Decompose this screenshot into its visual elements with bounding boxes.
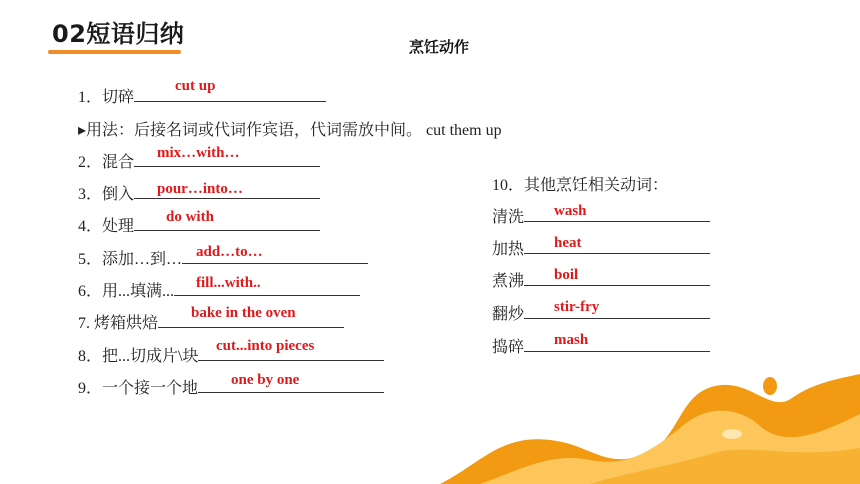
answer-text: do with bbox=[166, 209, 214, 225]
orange-splash-icon bbox=[440, 374, 860, 484]
answer-text: cut...into pieces bbox=[216, 338, 315, 354]
usage-note: ▸用法：后接名词或代词作宾语，代词需放中间。 cut them up bbox=[78, 122, 502, 139]
right-item-wash bbox=[492, 204, 710, 227]
right-item-stir-fry bbox=[492, 301, 710, 324]
item-prefix: 7. 烤箱烘焙 bbox=[78, 315, 159, 332]
item-prefix: 3．倒入 bbox=[78, 186, 135, 203]
right-item-mash bbox=[492, 334, 710, 357]
right-item-heat bbox=[492, 236, 710, 259]
answer-blank bbox=[134, 85, 326, 102]
right-header: 10．其他烹饪相关动词： bbox=[492, 177, 669, 194]
answer-text: boil bbox=[554, 267, 579, 283]
item-prefix: 捣碎 bbox=[492, 339, 525, 356]
answer-text: add…to… bbox=[196, 244, 263, 260]
item-prefix: 9．一个接一个地 bbox=[78, 380, 199, 397]
answer-text: cut up bbox=[175, 78, 216, 94]
page-title: 烹饪动作 bbox=[409, 38, 470, 56]
answer-text: mash bbox=[554, 332, 589, 348]
answer-blank bbox=[524, 237, 710, 254]
answer-text: stir-fry bbox=[554, 299, 600, 315]
item-prefix: 4．处理 bbox=[78, 218, 135, 235]
item-prefix: 清洗 bbox=[492, 209, 525, 226]
item-prefix: 2．混合 bbox=[78, 154, 135, 171]
answer-text: bake in the oven bbox=[191, 305, 296, 321]
title-underline bbox=[48, 50, 181, 54]
item-prefix: 翻炒 bbox=[492, 306, 525, 323]
answer-text: one by one bbox=[231, 372, 300, 388]
right-item-boil bbox=[492, 268, 710, 291]
item-prefix: 1．切碎 bbox=[78, 89, 135, 106]
answer-text: fill...with.. bbox=[196, 275, 261, 291]
answer-blank bbox=[134, 214, 320, 231]
item-prefix: 5．添加…到… bbox=[78, 251, 183, 268]
item-prefix: 煮沸 bbox=[492, 273, 525, 290]
item-prefix: 8．把...切成片\块 bbox=[78, 348, 199, 365]
answer-blank bbox=[524, 205, 710, 222]
answer-blank bbox=[524, 335, 710, 352]
section-title: 02短语归纳 bbox=[52, 20, 185, 48]
answer-text: pour…into… bbox=[157, 181, 243, 197]
answer-text: mix…with… bbox=[157, 145, 240, 161]
answer-blank bbox=[524, 302, 710, 319]
answer-blank bbox=[524, 269, 710, 286]
answer-text: wash bbox=[554, 203, 587, 219]
item-prefix: 6．用...填满... bbox=[78, 283, 175, 300]
item-prefix: 加热 bbox=[492, 241, 525, 258]
answer-text: heat bbox=[554, 235, 582, 251]
